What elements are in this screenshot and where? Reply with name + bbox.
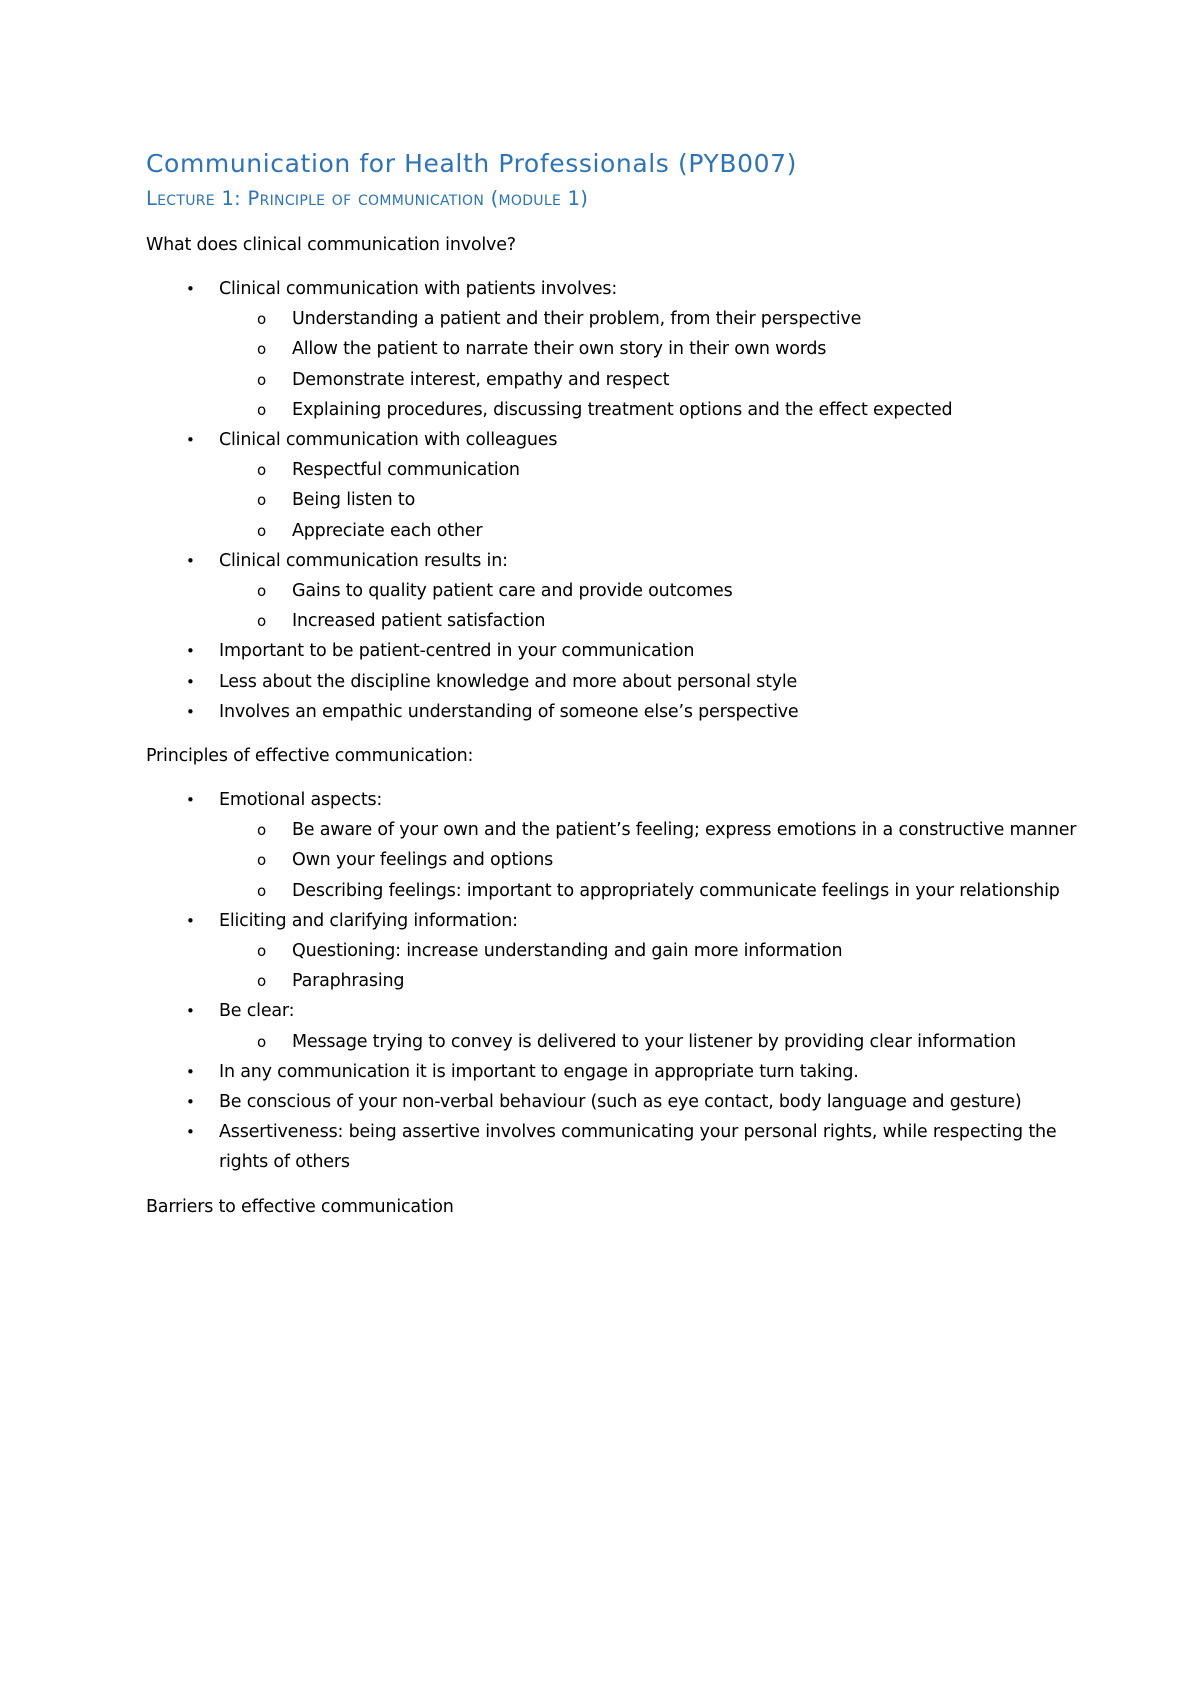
circle-bullet-icon: o <box>257 370 266 389</box>
list-item <box>146 1117 1080 1177</box>
sub-list-item-text: Increased patient satisfaction <box>292 611 546 632</box>
circle-bullet-icon: o <box>257 881 266 900</box>
bullet-icon: • <box>186 280 195 298</box>
sub-list-item <box>219 606 1080 636</box>
list-item-text: Emotional aspects: <box>219 790 383 811</box>
bullet-icon: • <box>186 791 195 810</box>
sub-list-item <box>219 365 1080 395</box>
sub-list-item <box>219 576 1080 606</box>
bullet-icon: • <box>186 431 195 450</box>
sub-bullet-list <box>219 576 1080 636</box>
circle-bullet-icon: o <box>257 821 266 840</box>
list-item-text: Eliciting and clarifying information: <box>219 910 518 931</box>
circle-bullet-icon: o <box>257 942 266 961</box>
question-clinical-communication: What does clinical communication involve? <box>146 235 516 255</box>
list-item-text: Clinical communication results in: <box>219 550 508 571</box>
sub-list-item <box>219 845 1080 875</box>
bullet-icon: • <box>186 672 195 691</box>
bullet-icon: • <box>186 642 195 661</box>
list-item <box>146 1087 1080 1117</box>
list-item <box>146 546 1080 637</box>
sub-list-item-text: Explaining procedures, discussing treatment options and the effect expected <box>292 399 953 420</box>
sub-list-item <box>219 876 1080 906</box>
circle-bullet-icon: o <box>257 972 266 991</box>
list-item <box>146 1057 1080 1087</box>
circle-bullet-icon: o <box>257 851 266 870</box>
sub-list-item-text: Being listen to <box>292 490 416 511</box>
sub-list-item <box>219 304 1080 334</box>
list-item-text: Be conscious of your non-verbal behaviour (such as eye contact, body language and gesture) <box>219 1092 1022 1113</box>
sub-list-item <box>219 966 1080 996</box>
list-item-text: Be clear: <box>219 1001 295 1022</box>
list-item <box>146 425 1080 546</box>
section1-bullet-list <box>146 274 1080 727</box>
sub-list-item-text: Be aware of your own and the patient’s feeling; express emotions in a constructive manner <box>292 820 1077 841</box>
circle-bullet-icon: o <box>257 491 266 510</box>
circle-bullet-icon: o <box>257 400 266 419</box>
sub-list-item <box>219 395 1080 425</box>
sub-bullet-list <box>219 936 1080 996</box>
sub-list-item-text: Paraphrasing <box>292 971 405 992</box>
sub-list-item-text: Allow the patient to narrate their own story in their own words <box>292 339 827 360</box>
sub-list-item-text: Questioning: increase understanding and gain more information <box>292 941 843 962</box>
list-item <box>146 274 1080 425</box>
list-item-text: Less about the discipline knowledge and more about personal style <box>219 671 798 692</box>
sub-bullet-list <box>219 455 1080 546</box>
bullet-icon: • <box>186 551 195 570</box>
sub-list-item <box>219 936 1080 966</box>
list-item-text: Clinical communication with patients involves: <box>219 279 618 299</box>
bullet-icon: • <box>186 1062 195 1081</box>
sub-list-item <box>219 455 1080 485</box>
sub-bullet-list <box>219 1027 1080 1057</box>
sub-list-item <box>219 1027 1080 1057</box>
sub-list-item-text: Gains to quality patient care and provide outcomes <box>292 581 733 602</box>
list-item-text: Assertiveness: being assertive involves communicating your personal rights, while respecting the rights of others <box>219 1122 1057 1173</box>
list-item-text: Important to be patient-centred in your communication <box>219 641 695 662</box>
sub-list-item-text: Describing feelings: important to appropriately communicate feelings in your relationship <box>292 880 1060 901</box>
sub-list-item-text: Respectful communication <box>292 460 520 481</box>
sub-list-item-text: Own your feelings and options <box>292 850 554 871</box>
list-item <box>146 906 1080 997</box>
document-subtitle: Lecture 1: Principle of communication (module 1) <box>146 187 589 210</box>
sub-list-item <box>219 485 1080 515</box>
sub-bullet-list <box>219 304 1080 425</box>
sub-list-item <box>219 334 1080 364</box>
section2-bullet-list <box>146 785 1080 1178</box>
bullet-icon: • <box>186 911 195 930</box>
bullet-icon: • <box>186 1002 195 1021</box>
circle-bullet-icon: o <box>257 340 266 359</box>
document-title: Communication for Health Professionals (PYB007) <box>146 149 797 178</box>
list-item <box>146 996 1080 1056</box>
sub-list-item-text: Message trying to convey is delivered to your listener by providing clear information <box>292 1031 1016 1052</box>
list-item <box>146 667 1080 697</box>
sub-bullet-list <box>219 815 1080 906</box>
sub-list-item-text: Appreciate each other <box>292 520 483 541</box>
circle-bullet-icon: o <box>257 612 266 631</box>
sub-list-item-text: Understanding a patient and their problem, from their perspective <box>292 309 862 330</box>
circle-bullet-icon: o <box>257 310 266 329</box>
sub-list-item <box>219 516 1080 546</box>
circle-bullet-icon: o <box>257 582 266 601</box>
list-item-text: Involves an empathic understanding of someone else’s perspective <box>219 701 799 722</box>
heading-barriers: Barriers to effective communication <box>146 1196 454 1217</box>
list-item-text: Clinical communication with colleagues <box>219 430 558 451</box>
circle-bullet-icon: o <box>257 521 266 540</box>
bullet-icon: • <box>186 1123 195 1142</box>
circle-bullet-icon: o <box>257 1032 266 1051</box>
sub-list-item <box>219 815 1080 845</box>
list-item <box>146 697 1080 727</box>
sub-list-item-text: Demonstrate interest, empathy and respect <box>292 369 670 390</box>
list-item <box>146 785 1080 906</box>
bullet-icon: • <box>186 1093 195 1112</box>
circle-bullet-icon: o <box>257 461 266 480</box>
bullet-icon: • <box>186 702 195 721</box>
list-item-text: In any communication it is important to engage in appropriate turn taking. <box>219 1061 859 1082</box>
list-item <box>146 636 1080 666</box>
heading-principles: Principles of effective communication: <box>146 746 474 767</box>
